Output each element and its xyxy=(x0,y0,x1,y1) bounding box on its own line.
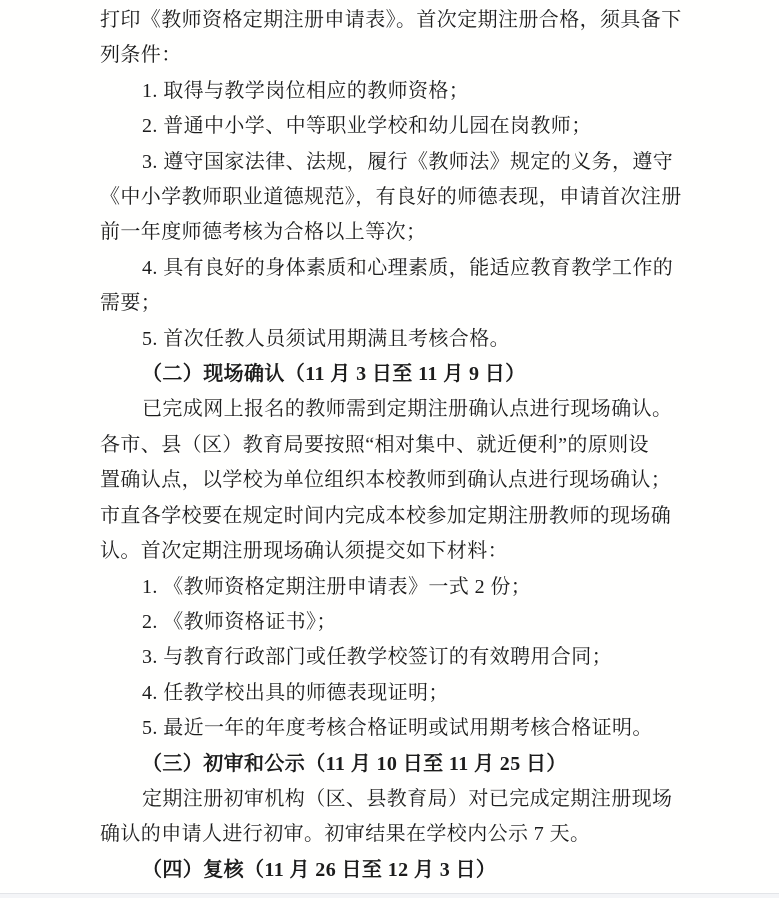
document-heading-line: （三）初审和公示（11 月 10 日至 11 月 25 日） xyxy=(142,752,567,775)
document-line: 5. 首次任教人员须试用期满且考核合格。 xyxy=(142,327,510,350)
document-line: 1. 取得与教学岗位相应的教师资格； xyxy=(142,79,470,102)
document-line: 2. 普通中小学、中等职业学校和幼儿园在岗教师； xyxy=(142,115,592,138)
document-line: 《中小学教师职业道德规范》，有良好的师德表现，申请首次注册 xyxy=(100,186,682,209)
document-line: 市直各学校要在规定时间内完成本校参加定期注册教师的现场确 xyxy=(100,504,672,527)
document-line: 4. 任教学校出具的师德表现证明； xyxy=(142,681,449,704)
document-line: 3. 与教育行政部门或任教学校签订的有效聘用合同； xyxy=(142,646,612,669)
document-heading-line: （二）现场确认（11 月 3 日至 11 月 9 日） xyxy=(142,363,526,386)
document-line: 列条件： xyxy=(100,44,182,67)
document-line: 1. 《教师资格定期注册申请表》一式 2 份； xyxy=(142,575,532,598)
document-body xyxy=(100,3,700,888)
document-line: 需要； xyxy=(100,292,162,315)
document-line: 前一年度师德考核为合格以上等次； xyxy=(100,221,427,244)
document-line: 打印《教师资格定期注册申请表》。首次定期注册合格，须具备下 xyxy=(100,9,682,31)
document-line: 已完成网上报名的教师需到定期注册确认点进行现场确认。 xyxy=(142,398,673,421)
document-line: 定期注册初审机构（区、县教育局）对已完成定期注册现场 xyxy=(142,787,673,810)
document-line: 4. 具有良好的身体素质和心理素质，能适应教育教学工作的 xyxy=(142,256,674,279)
document-line: 确认的申请人进行初审。初审结果在学校内公示 7 天。 xyxy=(100,823,591,846)
document-line: 认。首次定期注册现场确认须提交如下材料： xyxy=(100,540,508,563)
document-line: 3. 遵守国家法律、法规，履行《教师法》规定的义务，遵守 xyxy=(142,150,674,173)
document-line: 置确认点，以学校为单位组织本校教师到确认点进行现场确认； xyxy=(100,469,672,492)
document-line: 2. 《教师资格证书》； xyxy=(142,610,337,633)
document-heading-line: （四）复核（11 月 26 日至 12 月 3 日） xyxy=(142,858,497,881)
document-line: 5. 最近一年的年度考核合格证明或试用期考核合格证明。 xyxy=(142,717,653,740)
document-line: 各市、县（区）教育局要按照“相对集中、就近便利”的原则设 xyxy=(100,433,649,456)
page-bottom-divider xyxy=(0,893,779,898)
